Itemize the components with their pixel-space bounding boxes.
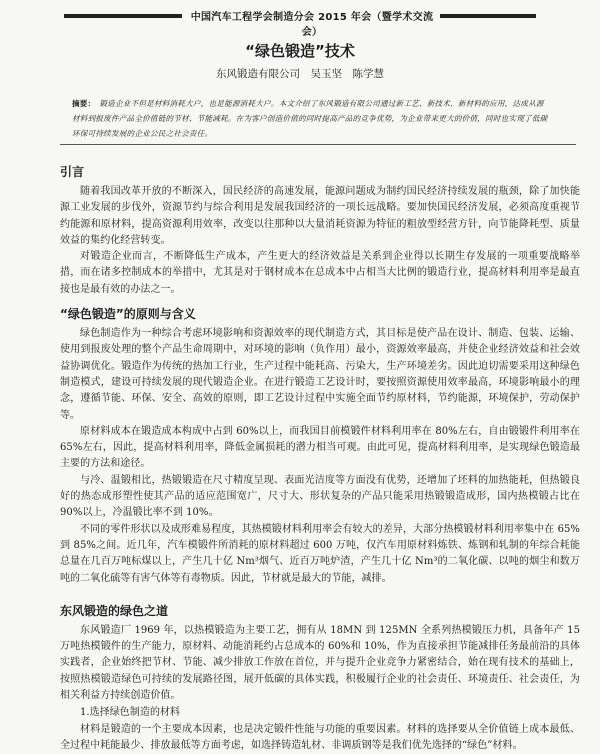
paper-body [60, 148, 580, 754]
paragraph: 东风锻造厂 1969 年，以热模锻造为主要工艺，拥有从 18MN 到 125MN 全系列热模锻压力机，具备年产 15 万吨热模锻件的生产能力，原材料、动能消耗约占总成本的 60%和 10%，作为直接承担节能减排任务最前沿的具体实践者，企业始终把节材、节能、减少排放工作放在首位，并与提升企业竞争力紧密结合，始在现有技术的基础上，按照热模锻造绿色可持续的发展路径图，展开低碳的具体实践，积极履行企业的社会责任、环境责任、社会责任，为相关利益方持续创造价值。 [60, 624, 580, 702]
running-header [0, 8, 600, 38]
paper-title: “绿色锻造”技术 [245, 42, 355, 60]
subsection-heading: 1.选择绿色制造的材料 [80, 707, 181, 719]
abstract-divider [60, 144, 576, 145]
paragraph: 原材料成本在锻造成本构成中占到 60%以上，而我国目前模锻件材料利用率在 80%左右，自由锻锻件利用率在 65%左右，因此，提高材料利用率，降低金属损耗的潜力相当可观。由此可见，提高材料利用率，是实现绿色锻造最主要的方法和途径。 [60, 425, 580, 470]
abstract-text: 锻造企业不但是材料消耗大户，也是能源消耗大户。本文介绍了东风锻造有限公司通过新工艺、新技术、新材料的应用，达成从源材料到报废件产品全价值链的节材、节能减耗。在为客户创造价值的同时提高产品的竞争优势，为企业带来更大的价值，同时也实现了低碳环保可持续发展的企业公民之社会责任。 [72, 99, 548, 138]
paragraph: 对锻造企业而言，不断降低生产成本，产生更大的经济效益是关系到企业得以长期生存发展的一项重要战略举措，而在诸多控制成本的举措中，尤其是对于钢材成本在总成本中占相当大比例的锻造行业，提高材料利用率是最直接也是最有效的办法之一。 [60, 251, 580, 295]
paragraph: 随着我国改革开放的不断深入，国民经济的高速发展，能源问题成为制约国民经济持续发展的瓶颈，除了加快能源工业发展的步伐外，资源节约与综合利用是发展我国经济的一项长远战略。要加快国民经济发展，必须高度重视节约能源和原材料，提高资源利用效率，改变以往那种以大量消耗资源为特征的粗放型经营方针，向节能降耗型、质量效益的集约化经营转变。 [60, 186, 580, 246]
abstract [72, 96, 548, 141]
paragraph: 材料是锻造的一个主要成本因素，也是决定锻件性能与功能的重要因素。材料的选择要从全价值链上成本最低、全过程中耗能最少、排放最低等方面考虑，如选择铸造轧材、非调质钢等是我们优先选择的“绿色”材料。 [60, 723, 580, 751]
paragraph: 绿色制造作为一种综合考虑环境影响和资源效率的现代制造方式，其目标是使产品在设计、制造、包装、运输、使用到报废处理的整个产品生命周期中，对环境的影响（负作用）最小，资源效率最高，并使企业经济效益和社会效益协调优化。锻造作为传统的热加工行业，生产过程中能耗高、污染大，生产环境差劣。因此迫切需要采用这种绿色制造模式，建设可持续发展的现代锻造企业。在进行锻造工艺设计时，要按照资源使用效率最高，环境影响最小的理念，遵循节能、环保、安全、高效的原则，即工艺设计过程中实施全面节约原材料，节约能源，环境保护，劳动保护等。 [60, 328, 580, 421]
section-heading-dongfeng: 东风锻造的绿色之道 [60, 603, 169, 618]
paragraph: 与冷、温锻相比，热锻锻造在尺寸精度呈现、表面光洁度等方面没有优势，还增加了坯料的加热能耗，但热锻良好的热态成形塑性使其产品的适应范围宽广，尺寸大、形状复杂的产品只能采用热锻锻造成形，国内热模锻占比在 90%以上，冷温锻比率不到 10%。 [60, 474, 580, 519]
running-header-text: 中国汽车工程学会制造分会 2015 年会（暨学术交流会） [190, 12, 434, 38]
section-heading-intro: 引言 [60, 165, 85, 179]
paragraph: 不同的零件形状以及成形难易程度，其热模锻材料利用率会有较大的差异，大部分热模锻材料利用率集中在 65%到 85%之间。近几年，汽车模锻件所消耗的原材料超过 600 万吨，仅汽车用原材料炼铁、炼钢和轧制的年综合耗能总量在几百万吨标煤以上，产生几十亿 Nm³烟气、近百万吨炉渣，产生几十亿 Nm³的二氧化碳、以吨的烟尘和数万吨的二氧化硫等有害气体等有毒物质。因此，节材就是最大的节能，减排。 [60, 523, 580, 584]
paper-authors: 东风锻造有限公司 吴玉坚 陈学慧 [216, 68, 384, 80]
header-bar-right [440, 14, 536, 18]
header-bar-left [64, 14, 182, 18]
section-heading-principles: “绿色锻造”的原则与含义 [60, 307, 196, 322]
abstract-label: 摘要： [72, 99, 96, 108]
